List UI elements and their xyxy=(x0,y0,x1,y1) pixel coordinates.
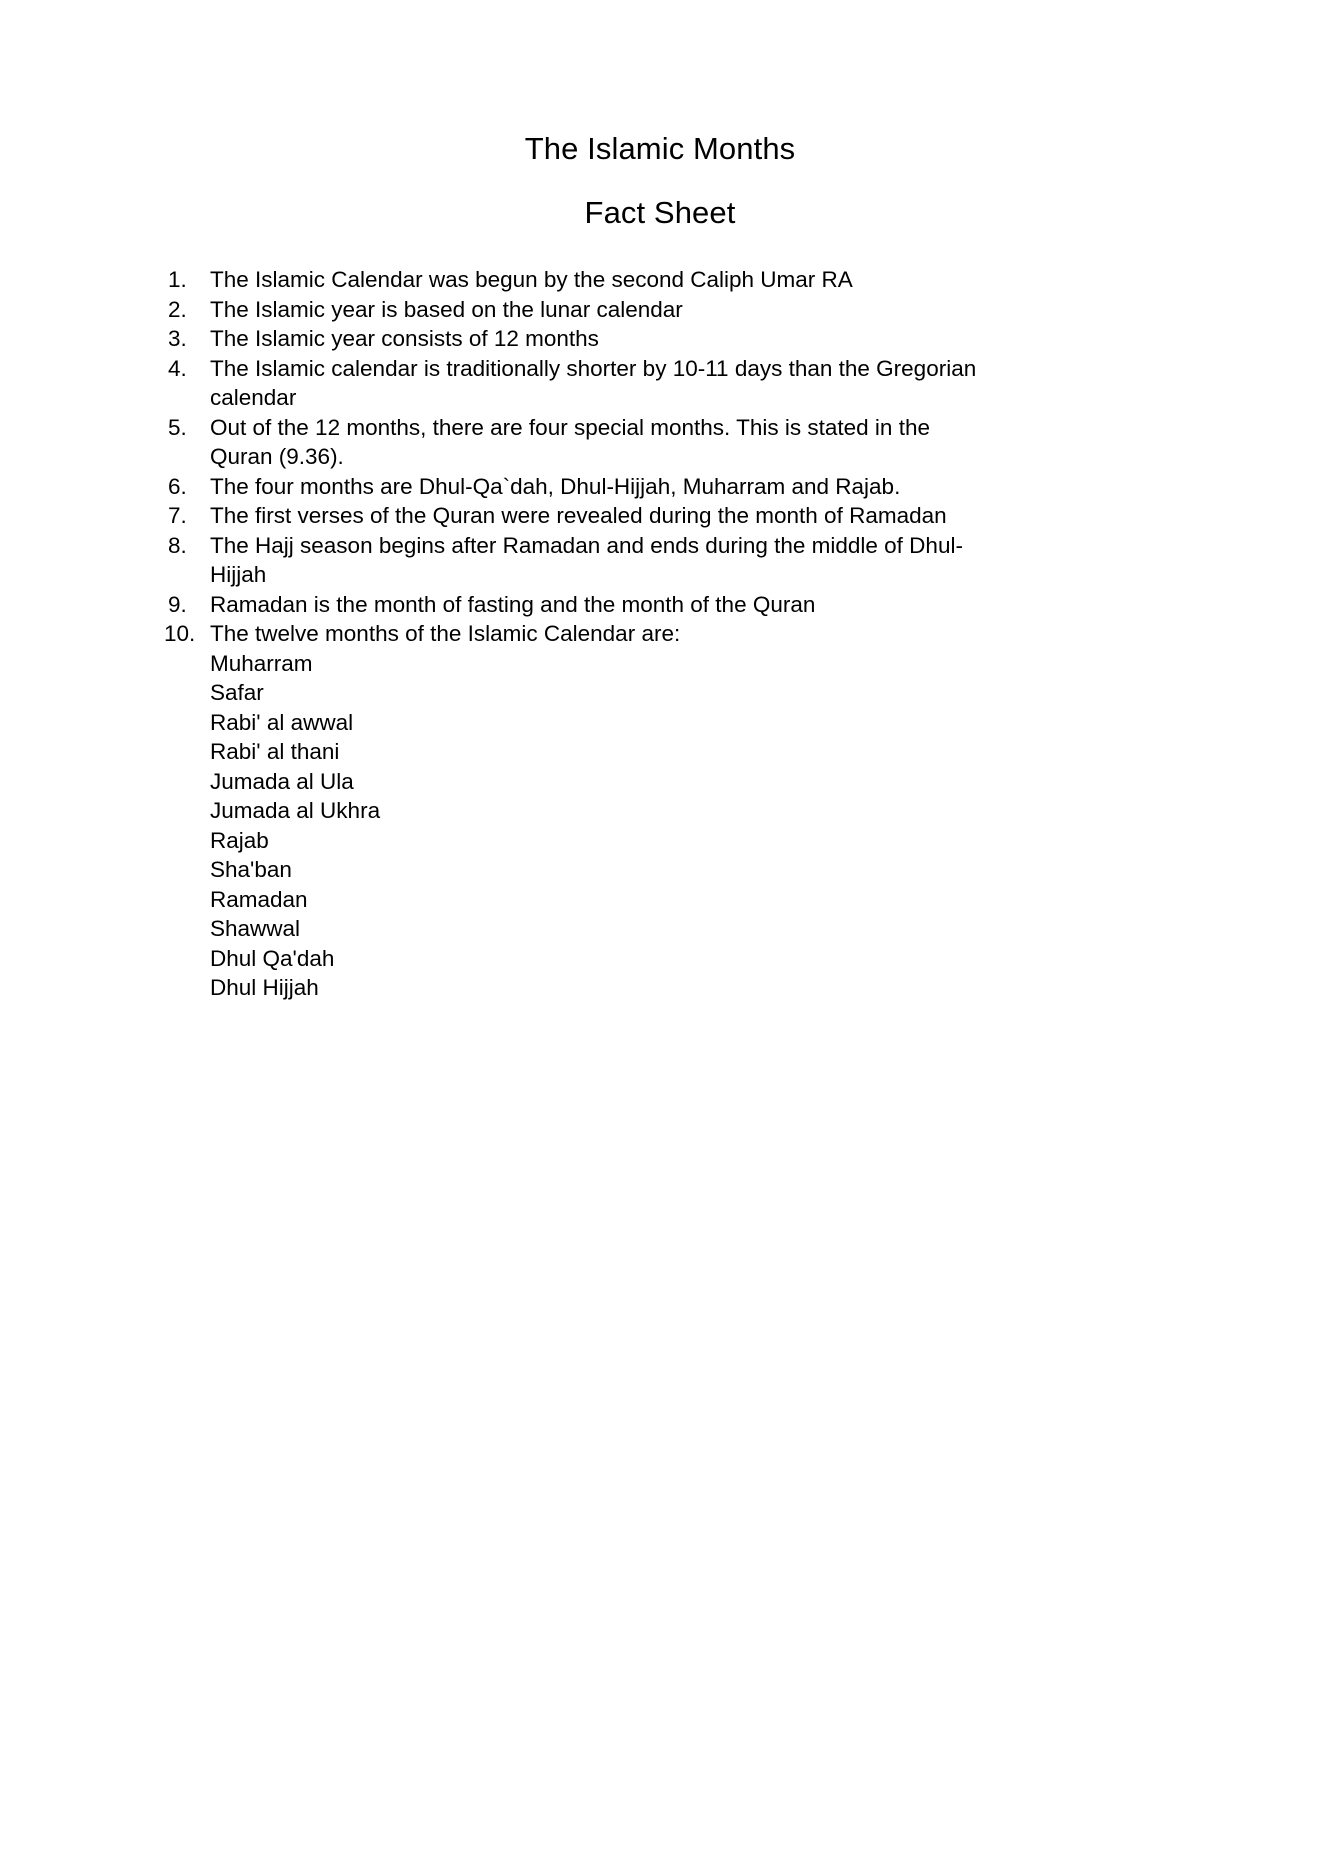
list-item: Rajab xyxy=(210,827,269,853)
list-item-text: The Islamic year is based on the lunar calendar xyxy=(210,296,683,322)
list-item: Safar xyxy=(210,680,264,706)
list-item xyxy=(0,265,1320,295)
list-item-text: The Islamic year consists of 12 months xyxy=(210,326,599,352)
list-item-text: The twelve months of the Islamic Calendar are: xyxy=(210,621,681,647)
list-item xyxy=(0,354,1320,413)
list-item: Dhul Qa'dah xyxy=(210,945,335,971)
list-item xyxy=(0,324,1320,354)
month-list xyxy=(0,649,1320,1003)
list-item: Sha'ban xyxy=(210,857,292,883)
list-item-number: 7. xyxy=(168,503,187,529)
list-item-text: The Islamic calendar is traditionally shorter by 10-11 days than the Gregorian calendar xyxy=(210,355,977,411)
list-item: Muharram xyxy=(210,650,313,676)
list-item-text: The four months are Dhul-Qa`dah, Dhul-Hijjah, Muharram and Rajab. xyxy=(210,473,901,499)
list-item-text: The Islamic Calendar was begun by the second Caliph Umar RA xyxy=(210,267,853,293)
list-item: Dhul Hijjah xyxy=(210,975,319,1001)
list-item xyxy=(0,472,1320,502)
list-item: Rabi' al thani xyxy=(210,739,340,765)
list-item-text: The first verses of the Quran were revealed during the month of Ramadan xyxy=(210,503,947,529)
list-item-number: 6. xyxy=(168,473,187,499)
list-item-number: 10. xyxy=(164,621,196,647)
list-item-number: 9. xyxy=(168,591,187,617)
list-item-text: The Hajj season begins after Ramadan and ends during the middle of Dhul-Hijjah xyxy=(210,532,963,588)
page-subtitle: Fact Sheet xyxy=(584,195,736,231)
list-item-number: 3. xyxy=(168,326,187,352)
list-item xyxy=(0,531,1320,590)
list-item xyxy=(0,501,1320,531)
list-item: Ramadan xyxy=(210,886,308,912)
list-item-number: 4. xyxy=(168,355,187,381)
page-title: The Islamic Months xyxy=(524,131,796,166)
list-item xyxy=(0,590,1320,620)
list-item xyxy=(0,295,1320,325)
list-item: Jumada al Ukhra xyxy=(210,798,381,824)
list-item: Shawwal xyxy=(210,916,301,942)
list-item: Jumada al Ula xyxy=(210,768,354,794)
list-item: Rabi' al awwal xyxy=(210,709,354,735)
list-item xyxy=(0,413,1320,472)
fact-list xyxy=(0,265,1320,649)
list-item-text: Ramadan is the month of fasting and the month of the Quran xyxy=(210,591,816,617)
list-item-number: 1. xyxy=(168,267,187,293)
list-item xyxy=(0,619,1320,649)
list-item-number: 8. xyxy=(168,532,187,558)
list-item-number: 2. xyxy=(168,296,187,322)
list-item-number: 5. xyxy=(168,414,187,440)
list-item-text: Out of the 12 months, there are four special months. This is stated in the Quran (9.36). xyxy=(210,414,930,470)
